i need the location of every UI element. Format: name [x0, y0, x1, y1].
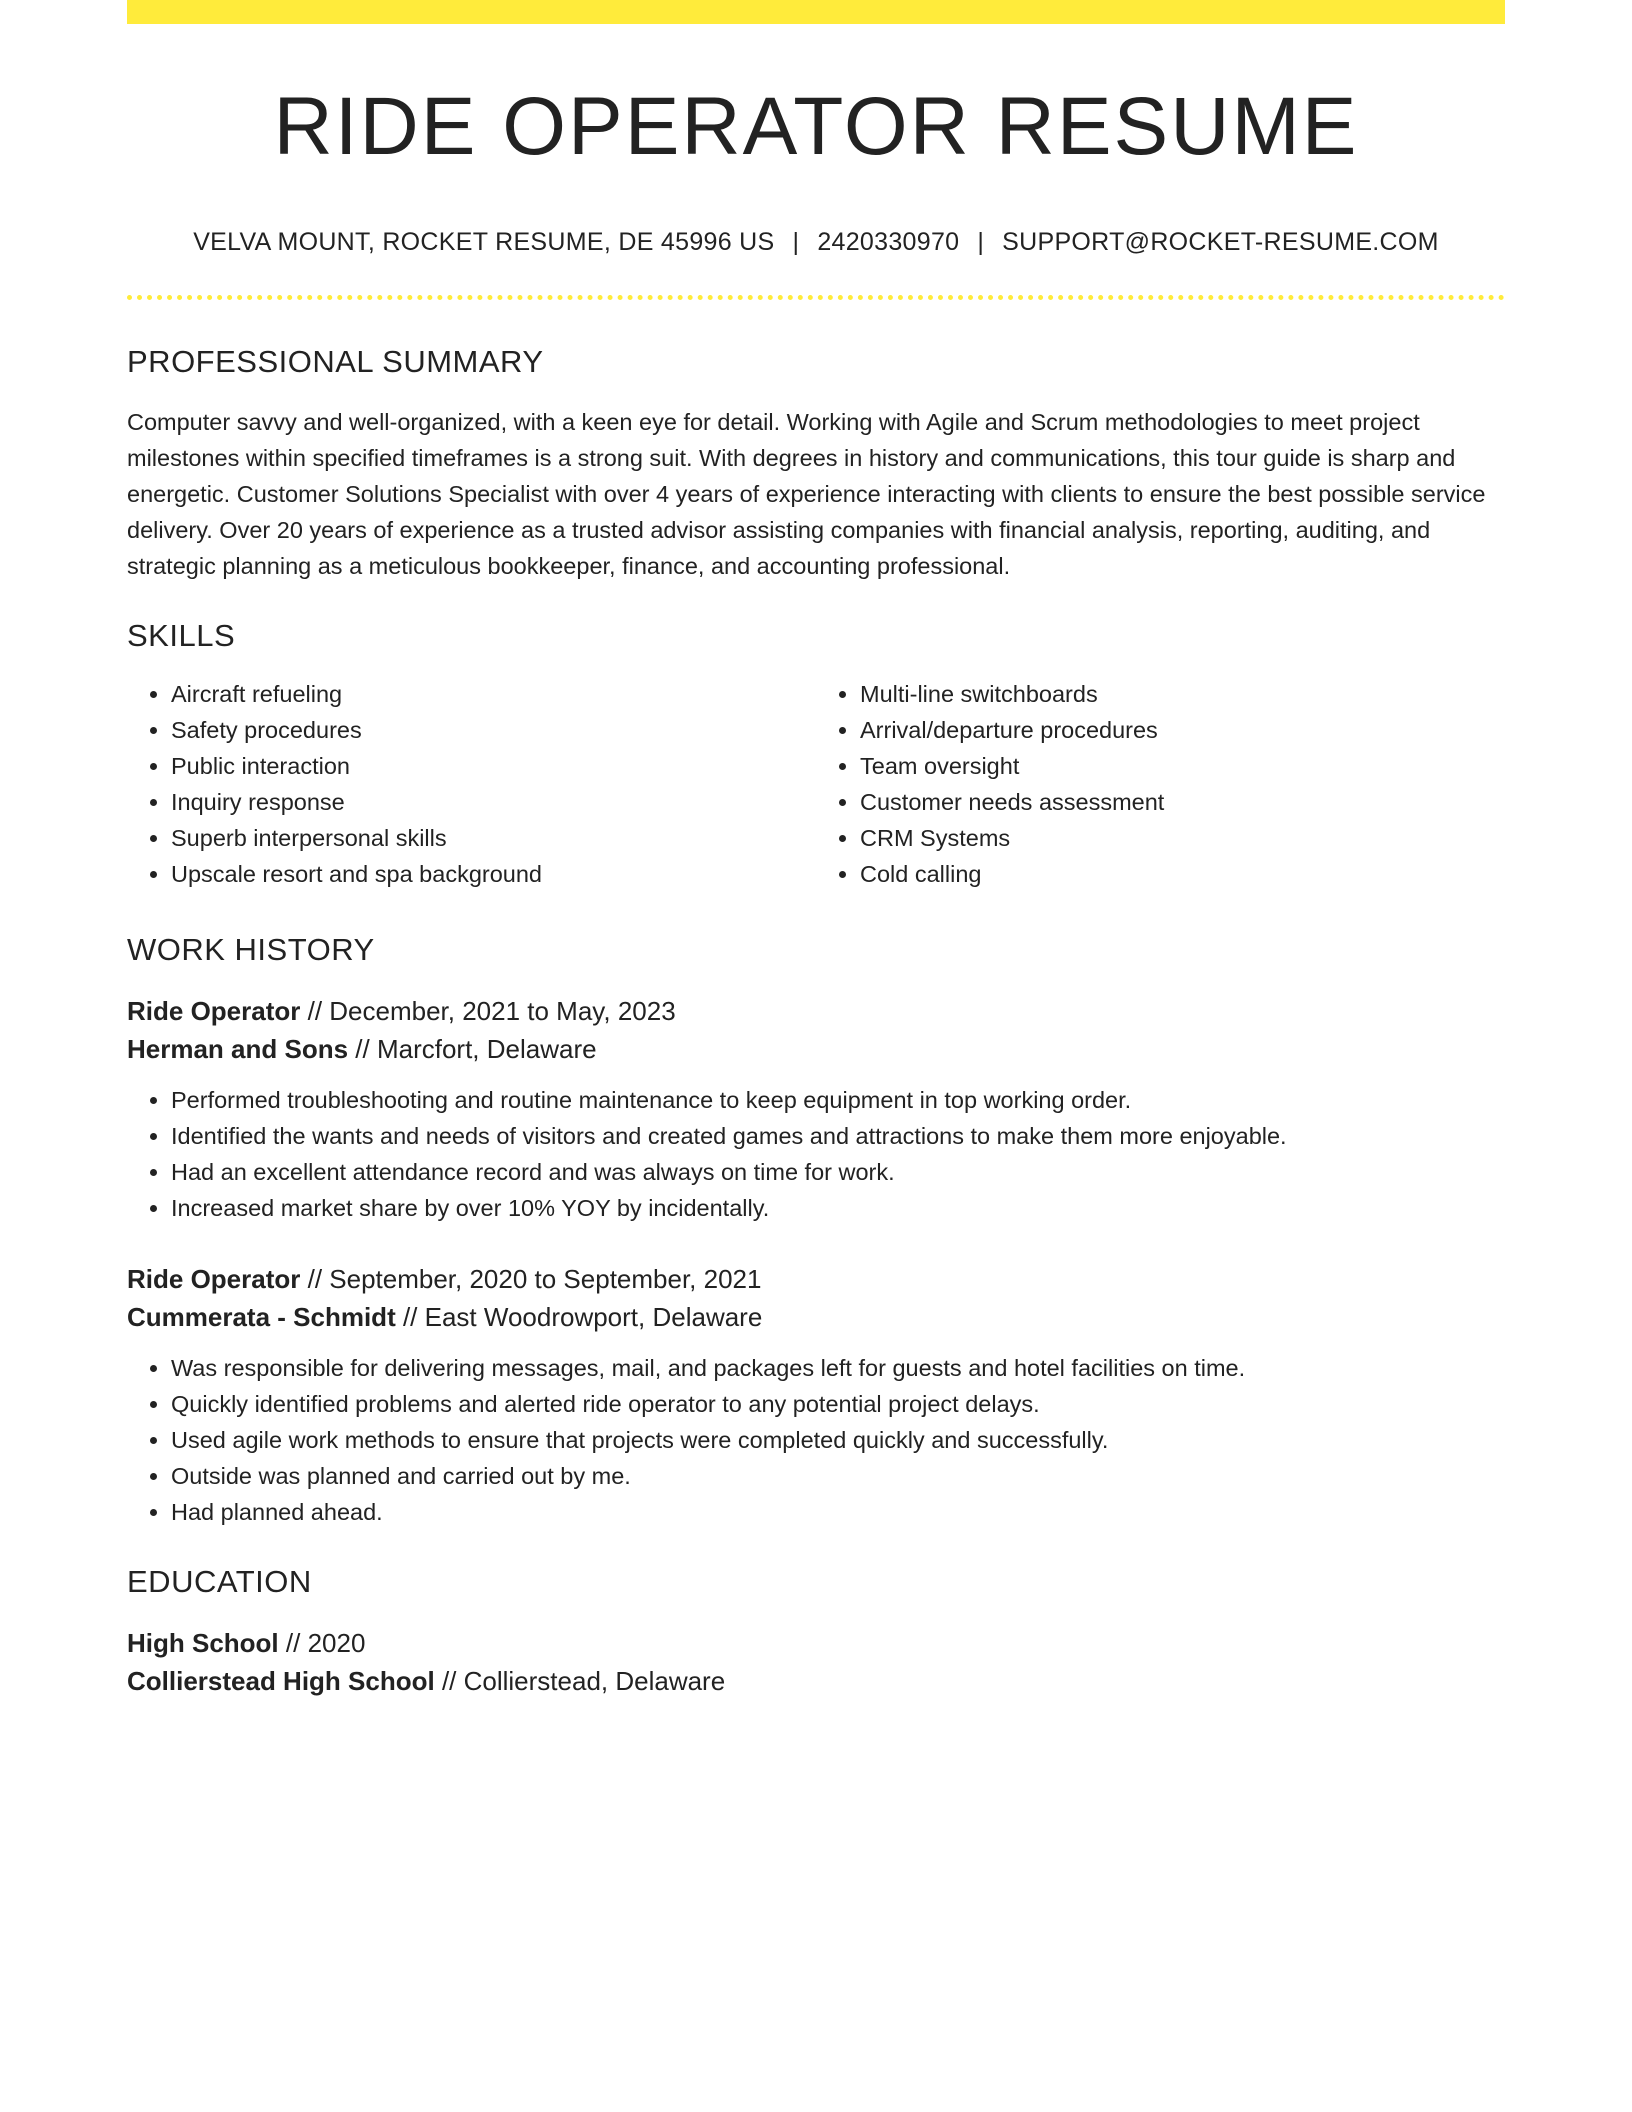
education-location: // Collierstead, Delaware [434, 1666, 726, 1697]
job-bullet: • Had an excellent attendance record and was always on time for work. [171, 1154, 1505, 1190]
skills-grid [127, 676, 1505, 892]
job-company: Cummerata - Schmidt [127, 1302, 396, 1333]
job-bullets [127, 1082, 1505, 1226]
contact-email: SUPPORT@ROCKET-RESUME.COM [1002, 228, 1439, 257]
skill-item: • CRM Systems [860, 820, 1505, 856]
skill-item: • Multi-line switchboards [860, 676, 1505, 712]
resume-page [127, 0, 1505, 1700]
job-title: Ride Operator [127, 996, 301, 1027]
skill-item: • Superb interpersonal skills [171, 820, 816, 856]
summary-heading: PROFESSIONAL SUMMARY [127, 344, 544, 380]
contact-phone: 2420330970 [817, 228, 960, 257]
contact-address: VELVA MOUNT, ROCKET RESUME, DE 45996 US [193, 228, 775, 257]
job-company-line [127, 1030, 1505, 1068]
top-accent-bar [127, 0, 1505, 24]
education-degree: High School [127, 1628, 279, 1659]
education-year: // 2020 [278, 1628, 366, 1659]
job-title-line [127, 1260, 1505, 1298]
job-bullet: • Identified the wants and needs of visitors and created games and attractions to make them more enjoyable. [171, 1118, 1505, 1154]
job-bullet: • Used agile work methods to ensure that projects were completed quickly and successfully. [171, 1422, 1505, 1458]
job-location: // East Woodrowport, Delaware [395, 1302, 763, 1333]
job-bullet: • Quickly identified problems and alerted ride operator to any potential project delays. [171, 1386, 1505, 1422]
contact-separator: | [977, 228, 985, 257]
job-location: // Marcfort, Delaware [348, 1034, 597, 1065]
work-history-heading: WORK HISTORY [127, 932, 375, 968]
skill-item: • Safety procedures [171, 712, 816, 748]
skill-item: • Cold calling [860, 856, 1505, 892]
education-school: Collierstead High School [127, 1666, 435, 1697]
skills-list-left [127, 676, 816, 892]
skill-item: • Inquiry response [171, 784, 816, 820]
contact-line [127, 228, 1505, 257]
job-dates: // December, 2021 to May, 2023 [300, 996, 676, 1027]
skills-heading: SKILLS [127, 618, 236, 654]
job-title: Ride Operator [127, 1264, 301, 1295]
job-bullet: • Performed troubleshooting and routine maintenance to keep equipment in top working order. [171, 1082, 1505, 1118]
skill-item: • Upscale resort and spa background [171, 856, 816, 892]
skill-item: • Public interaction [171, 748, 816, 784]
summary-text: Computer savvy and well-organized, with a keen eye for detail. Working with Agile and Scrum methodologies to meet project milestones within specified timeframes is a strong suit. With degrees in history and communications, this tour guide is sharp and energetic. Customer Solutions Specialist with over 4 years of experience interacting with clients to ensure the best possible service delivery. Over 20 years of experience as a trusted advisor assisting companies with financial analysis, reporting, auditing, and strategic planning as a meticulous bookkeeper, finance, and accounting professional. [127, 409, 1486, 580]
job-bullet: • Was responsible for delivering messages, mail, and packages left for guests and hotel facilities on time. [171, 1350, 1505, 1386]
skill-item: • Aircraft refueling [171, 676, 816, 712]
job-bullet: • Increased market share by over 10% YOY by incidentally. [171, 1190, 1505, 1226]
job-bullet: • Had planned ahead. [171, 1494, 1505, 1530]
resume-title: RIDE OPERATOR RESUME [273, 81, 1359, 172]
job-bullet: • Outside was planned and carried out by me. [171, 1458, 1505, 1494]
job-title-line [127, 992, 1505, 1030]
job-company-line [127, 1298, 1505, 1336]
job-company: Herman and Sons [127, 1034, 349, 1065]
dotted-divider [127, 295, 1505, 300]
job-dates: // September, 2020 to September, 2021 [300, 1264, 762, 1295]
job-bullets [127, 1350, 1505, 1530]
education-degree-line [127, 1624, 1505, 1662]
skill-item: • Customer needs assessment [860, 784, 1505, 820]
skill-item: • Team oversight [860, 748, 1505, 784]
education-school-line [127, 1662, 1505, 1700]
skills-list-right [816, 676, 1505, 892]
contact-separator: | [792, 228, 800, 257]
skill-item: • Arrival/departure procedures [860, 712, 1505, 748]
education-heading: EDUCATION [127, 1564, 312, 1600]
